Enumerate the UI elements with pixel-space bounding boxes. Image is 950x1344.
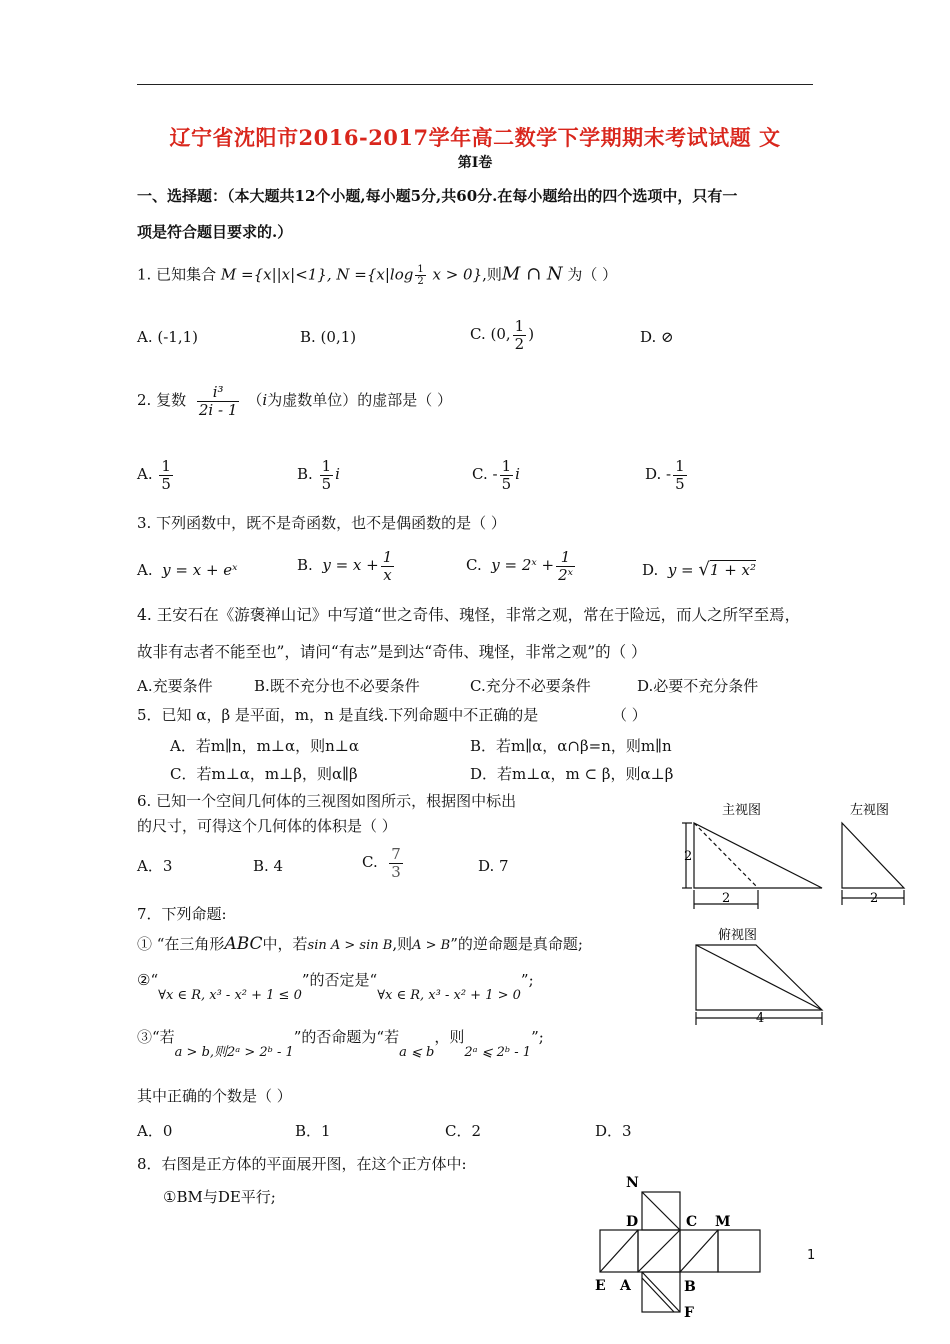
q1-intersect: M ∩ N xyxy=(501,263,563,285)
q6-c-den: 3 xyxy=(391,862,401,881)
instructions-line-1: 一、选择题：（本大题共12个小题,每小题5分,共60分.在每小题给出的四个选项中，只有一 xyxy=(137,187,738,205)
top-view-label: 俯视图 xyxy=(718,928,758,943)
q3-d-pre: y = xyxy=(667,561,694,579)
q4-option-a: A.充要条件 xyxy=(137,677,213,695)
q3-option-a xyxy=(137,560,238,580)
q2-c-pre: - xyxy=(492,465,498,483)
page-number: 1 xyxy=(807,1248,816,1263)
front-view-label: 主视图 xyxy=(722,803,762,818)
q1-option-a: A. (-1,1) xyxy=(137,328,198,346)
q6-c-label: C. xyxy=(362,853,378,871)
section-label: 第Ⅰ卷 xyxy=(457,155,493,171)
q1-c-num: 1 xyxy=(514,317,525,335)
q3-c-label: C. xyxy=(466,556,482,574)
q4-option-d: D.必要不充分条件 xyxy=(637,677,759,695)
q3-d-rad: 1 + x² xyxy=(709,561,757,579)
q7-statement-1 xyxy=(137,934,583,956)
q7-s3-expr1: a > b,则2ᵃ > 2ᵇ - 1 xyxy=(174,1045,294,1060)
top-width-dim: 4 xyxy=(756,1011,765,1026)
q3-option-d xyxy=(642,560,756,580)
q4-option-b: B.既不充分也不必要条件 xyxy=(254,677,420,695)
q7-s1-abc: ABC xyxy=(224,934,263,954)
q5-paren: （ ） xyxy=(612,706,647,724)
side-width-dim: 2 xyxy=(870,891,879,906)
question-4-line-1: 4. 王安石在《游褒禅山记》中写道“世之奇伟、瑰怪，非常之观，常在于险远，而人之所罕至焉， xyxy=(137,606,801,624)
q1-log-base-num: 1 xyxy=(417,264,424,275)
q7-s1-mid: 中，若 xyxy=(262,935,308,953)
q2-c-den: 5 xyxy=(501,474,512,493)
q2-a-num: 1 xyxy=(161,457,171,475)
question-1-stem xyxy=(137,264,617,287)
q7-s2-expr2: ∀x ∈ R, x³ - x² + 1 > 0 xyxy=(377,988,521,1003)
q7-s1-cond: sin A > sin B xyxy=(307,938,393,953)
net-label-f: F xyxy=(684,1305,694,1321)
q2-c-label: C. xyxy=(472,465,488,483)
q1-option-b: B. (0,1) xyxy=(300,328,357,346)
q7-s3-tail: ”; xyxy=(531,1028,544,1046)
q3-d-label: D. xyxy=(642,561,659,579)
q3-b-num: 1 xyxy=(382,548,393,566)
q6-option-a: A．3 xyxy=(137,857,173,875)
front-height-dim: 2 xyxy=(684,849,693,864)
q2-frac-num: i³ xyxy=(197,384,240,402)
q5-option-c: C．若m⊥α，m⊥β，则α∥β xyxy=(170,765,358,783)
q3-b-den: x xyxy=(383,565,392,584)
q7-statement-3 xyxy=(137,1027,544,1060)
q2-mid: （ xyxy=(247,391,263,409)
q7-statement-2 xyxy=(137,970,534,1003)
question-7-stem: 7．下列命题: xyxy=(137,905,227,923)
net-label-b: B xyxy=(684,1279,696,1295)
q7-s3-then: ，则 xyxy=(434,1028,465,1046)
q7-s2-tail: ”; xyxy=(520,971,534,989)
q3-a-label: A. xyxy=(137,561,153,579)
question-8-stem: 8．右图是正方体的平面展开图，在这个正方体中: xyxy=(137,1155,467,1173)
front-view-diagram xyxy=(682,823,822,909)
q7-count-question: 其中正确的个数是（ ） xyxy=(137,1087,292,1105)
q1-c-den: 2 xyxy=(514,334,525,353)
q2-d-den: 5 xyxy=(675,474,685,493)
q1-set-m: M ={x||x|<1}, N ={x|log xyxy=(220,265,414,284)
q1-prefix: 1. 已知集合 xyxy=(137,265,217,284)
q6-option-b: B. 4 xyxy=(253,857,284,875)
q2-i: i xyxy=(262,391,268,409)
q3-sqrt-sign: √ xyxy=(698,559,710,580)
q2-b-num: 1 xyxy=(321,457,332,475)
question-2-stem xyxy=(137,384,452,418)
header-rule xyxy=(137,84,813,85)
q1-c-post: ) xyxy=(528,325,535,343)
question-6-line-2: 的尺寸，可得这个几何体的体积是（ ） xyxy=(137,817,397,835)
q3-c-den: 2ˣ xyxy=(558,565,573,584)
q2-c-post: i xyxy=(515,465,520,483)
side-view-label: 左视图 xyxy=(850,803,890,818)
q7-option-c: C．2 xyxy=(445,1122,482,1140)
q2-b-den: 5 xyxy=(321,474,332,493)
q2-d-pre: - xyxy=(666,465,672,483)
q2-a-label: A. xyxy=(137,465,153,483)
q1-log-base-den: 2 xyxy=(417,276,424,287)
q1-option-c xyxy=(470,318,534,352)
q6-option-d: D. 7 xyxy=(478,857,509,875)
q1-tail: 为（ ） xyxy=(562,265,618,284)
q7-s2-pre: ②“ xyxy=(137,971,159,989)
net-label-c: C xyxy=(686,1214,698,1230)
q1-mid: ,则 xyxy=(482,265,502,284)
q2-c-num: 1 xyxy=(501,457,512,475)
q3-b-label: B. xyxy=(297,556,313,574)
q7-s3-expr3: 2ᵃ ⩽ 2ᵇ - 1 xyxy=(464,1045,532,1060)
q4-option-c: C.充分不必要条件 xyxy=(470,677,591,695)
q2-d-num: 1 xyxy=(675,457,685,475)
q7-s2-expr1: ∀x ∈ R, x³ - x² + 1 ≤ 0 xyxy=(158,988,302,1003)
q7-s2-mid: ”的否定是“ xyxy=(301,971,378,989)
q7-s1-res: A > B xyxy=(412,938,451,953)
net-label-m: M xyxy=(715,1214,731,1230)
q7-s3-expr2: a ⩽ b xyxy=(399,1045,435,1060)
q2-option-b xyxy=(297,458,340,492)
q8-statement-1: ①BM与DE平行; xyxy=(163,1188,276,1206)
q2-prefix: 2. 复数 xyxy=(137,391,187,409)
q1-set-n-tail: x > 0} xyxy=(427,265,483,284)
q1-option-d: D. ⊘ xyxy=(640,328,674,346)
q2-b-label: B. xyxy=(297,465,313,483)
q7-s1-pre: ① “在三角形 xyxy=(137,935,225,953)
q7-s3-mid: ”的否命题为“若 xyxy=(293,1028,400,1046)
net-label-d: D xyxy=(626,1214,639,1230)
question-3-stem: 3. 下列函数中，既不是奇函数，也不是偶函数的是（ ） xyxy=(137,514,506,532)
q3-option-b xyxy=(297,549,396,583)
q2-d-label: D. xyxy=(645,465,662,483)
q3-b-pre: y = x + xyxy=(322,556,379,574)
net-label-a: A xyxy=(620,1278,631,1294)
q7-option-b: B．1 xyxy=(295,1122,331,1140)
q3-option-c xyxy=(466,549,577,583)
instructions-line-2: 项是符合题目要求的.） xyxy=(137,223,293,241)
q6-option-c xyxy=(362,846,405,880)
q2-tail: 为虚数单位）的虚部是（ ） xyxy=(267,391,452,409)
q2-b-post: i xyxy=(335,465,340,483)
q2-option-c xyxy=(472,458,520,492)
net-label-e: E xyxy=(595,1278,606,1294)
q1-c-pre: C. (0, xyxy=(470,325,511,343)
three-view-figure xyxy=(670,795,915,1035)
q7-s1-then: ,则 xyxy=(392,935,413,953)
q2-option-d xyxy=(645,458,689,492)
question-6-line-1: 6. 已知一个空间几何体的三视图如图所示，根据图中标出 xyxy=(137,792,517,810)
cube-net-diagram xyxy=(600,1192,760,1312)
q2-frac-den: 2i - 1 xyxy=(198,400,238,419)
q7-s1-tail: ”的逆命题是真命题; xyxy=(450,935,583,953)
q5-option-a: A．若m∥n，m⊥α，则n⊥α xyxy=(170,737,360,755)
q7-s3-pre: ③“若 xyxy=(137,1028,175,1046)
q5-option-d: D．若m⊥α，m ⊂ β，则α⊥β xyxy=(470,765,674,783)
q7-option-d: D．3 xyxy=(595,1122,632,1140)
question-5-stem: 5．已知 α，β 是平面，m，n 是直线.下列命题中不正确的是 xyxy=(137,706,539,724)
question-4-line-2: 故非有志者不能至也”，请问“有志”是到达“奇伟、瑰怪，非常之观”的（ ） xyxy=(137,643,647,661)
q3-c-num: 1 xyxy=(556,549,575,567)
q6-c-num: 7 xyxy=(391,845,401,863)
q3-c-pre: y = 2ˣ + xyxy=(491,556,555,574)
q7-option-a: A．0 xyxy=(137,1122,173,1140)
q3-a-expr: y = x + eˣ xyxy=(162,561,238,579)
q2-a-den: 5 xyxy=(161,474,171,493)
cube-net-figure xyxy=(590,1170,770,1340)
q5-option-b: B．若m∥α，α∩β=n，则m∥n xyxy=(470,737,672,755)
front-width-dim: 2 xyxy=(722,891,731,906)
net-label-n: N xyxy=(626,1175,639,1191)
exam-title: 辽宁省沈阳市2016-2017学年高二数学下学期期末考试试题 文 xyxy=(169,125,781,150)
q2-option-a xyxy=(137,458,175,492)
